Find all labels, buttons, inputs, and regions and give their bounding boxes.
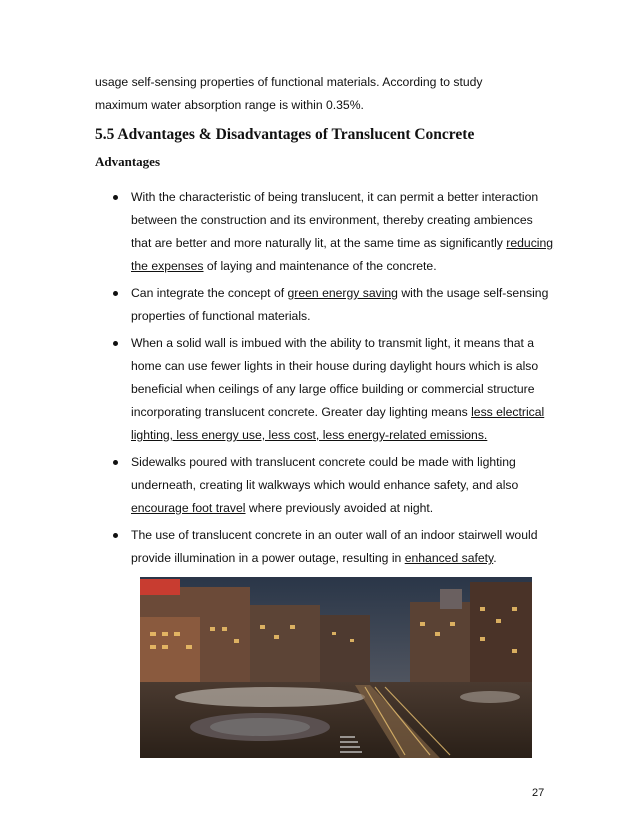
bullet-text: of laying and maintenance of the concrete.: [203, 259, 437, 273]
underlined-phrase: green energy saving: [287, 286, 398, 300]
bullet-text: With the characteristic of being translucent, it can permit a better interaction between the construction and its environment, thereby creating ambiences that are better and more naturally lit, at the same time as significantly: [131, 190, 539, 250]
underlined-phrase: less electrical lighting, less energy use, less cost, less energy-related emissions.: [131, 405, 545, 442]
bullet-icon: [113, 533, 118, 538]
bullet-text: .: [493, 551, 497, 565]
underlined-phrase: encourage foot travel: [131, 501, 246, 515]
page-number: 27: [532, 787, 545, 799]
bullet-text: When a solid wall is imbued with the ability to transmit light, it means that a home can use fewer lights in their house during daylight hours which is also beneficial when ceilings of any large office building or commercial structure incorporating translucent concrete. Greater day lighting means: [131, 336, 539, 419]
bullet-text: Can integrate the concept of: [131, 286, 288, 300]
bullet-text: The use of translucent concrete in an outer wall of an indoor stairwell would provide illumination in a power outage, resulting in: [131, 528, 538, 565]
city-night-photo: [140, 577, 532, 758]
intro-line-2: maximum water absorption range is within 0.35%.: [95, 98, 364, 112]
bullet-text: with the usage self-sensing properties of functional materials.: [131, 286, 549, 323]
list-item: [95, 282, 555, 328]
intro-line-1: usage self-sensing properties of functional materials. According to study: [95, 75, 483, 89]
underlined-phrase: reducing the expenses: [131, 236, 554, 273]
bullet-text: where previously avoided at night.: [245, 501, 434, 515]
bullet-text: Sidewalks poured with translucent concrete could be made with lighting underneath, creating lit walkways which would enhance safety, and also: [131, 455, 519, 492]
advantages-list: [95, 186, 555, 574]
bullet-icon: [113, 460, 118, 465]
list-item: [95, 332, 555, 447]
bullet-icon: [113, 341, 118, 346]
list-item: [95, 451, 555, 520]
intro-paragraph: [95, 71, 555, 117]
underlined-phrase: enhanced safety: [404, 551, 494, 565]
bullet-icon: [113, 291, 118, 296]
bullet-icon: [113, 195, 118, 200]
section-heading: 5.5 Advantages & Disadvantages of Translucent Concrete: [95, 126, 475, 143]
list-item: [95, 186, 555, 278]
subheading-advantages: Advantages: [95, 154, 161, 169]
list-item: [95, 524, 555, 570]
